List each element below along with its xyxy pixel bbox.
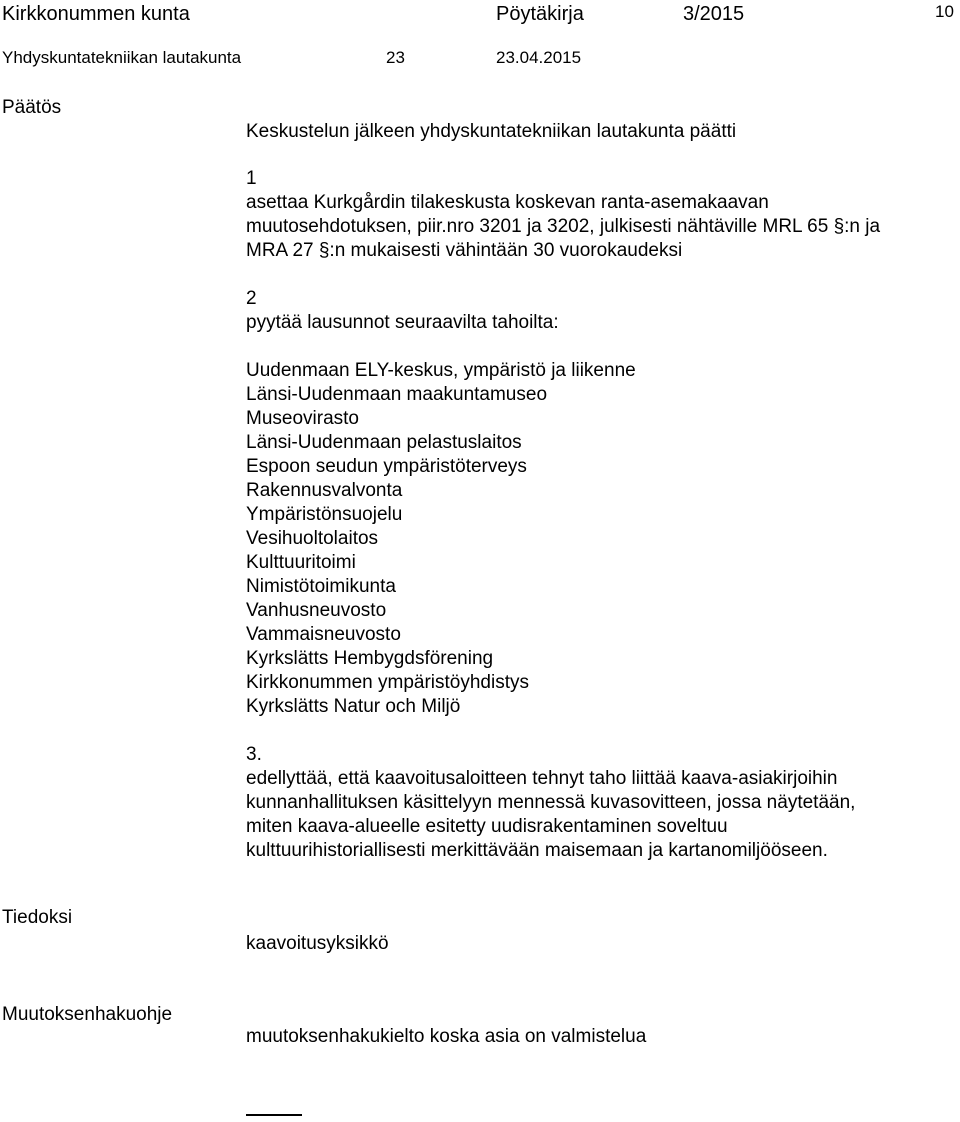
organization-item: Länsi-Uudenmaan pelastuslaitos (246, 432, 522, 453)
item-text-line: edellyttää, että kaavoitusaloitteen tehnyt taho liittää kaava-asiakirjoihin (246, 768, 838, 789)
document-number: 3/2015 (683, 3, 745, 25)
item-number: 1 (246, 168, 257, 189)
appeal-instructions-text: muutoksenhakukielto koska asia on valmistelua (246, 1026, 647, 1047)
organization-item: Nimistötoimikunta (246, 576, 396, 597)
item-text-line: muutosehdotuksen, piir.nro 3201 ja 3202, julkisesti nähtäville MRL 65 §:n ja (246, 216, 881, 237)
section-number: 23 (386, 48, 405, 67)
organization-item: Kyrkslätts Natur och Miljö (246, 696, 461, 717)
organization-item: Kyrkslätts Hembygdsförening (246, 648, 494, 669)
municipality-name: Kirkkonummen kunta (2, 3, 190, 25)
item-text-line: kunnanhallituksen käsittelyyn mennessä kuvasovitteen, jossa näytetään, (246, 792, 856, 813)
end-divider (246, 1114, 302, 1116)
item-text-line: MRA 27 §:n mukaisesti vähintään 30 vuorokaudeksi (246, 240, 683, 261)
organization-item: Vanhusneuvosto (246, 600, 387, 621)
item-text-line: pyytää lausunnot seuraavilta tahoilta: (246, 312, 559, 333)
organization-item: Rakennusvalvonta (246, 480, 403, 501)
decision-label: Päätös (2, 97, 62, 118)
organization-item: Länsi-Uudenmaan maakuntamuseo (246, 384, 548, 405)
appeal-instructions-label: Muutoksenhakuohje (2, 1004, 173, 1025)
board-name: Yhdyskuntatekniikan lautakunta (2, 48, 242, 67)
item-text-line: miten kaava-alueelle esitetty uudisrakentaminen soveltuu (246, 816, 728, 837)
organization-item: Vammaisneuvosto (246, 624, 401, 645)
decision-intro-text: Keskustelun jälkeen yhdyskuntatekniikan lautakunta päätti (246, 121, 737, 142)
organization-item: Espoon seudun ympäristöterveys (246, 456, 527, 477)
organization-item: Museovirasto (246, 408, 359, 429)
decision-item-1 (246, 167, 946, 263)
tiedoksi-label: Tiedoksi (2, 907, 73, 928)
organization-item: Kulttuuritoimi (246, 552, 356, 573)
item-text-line: asettaa Kurkgårdin tilakeskusta koskevan ranta-asemakaavan (246, 192, 769, 213)
tiedoksi-recipient: kaavoitusyksikkö (246, 933, 389, 954)
item-number: 2 (246, 288, 257, 309)
organization-item: Vesihuoltolaitos (246, 528, 379, 549)
organization-list (246, 359, 946, 719)
decision-item-3 (246, 743, 946, 863)
page-number: 10 (935, 2, 954, 21)
document-type: Pöytäkirja (496, 3, 584, 25)
organization-item: Kirkkonummen ympäristöyhdistys (246, 672, 529, 693)
organization-item: Ympäristönsuojelu (246, 504, 403, 525)
item-text-line: kulttuurihistoriallisesti merkittävään maisemaan ja kartanomiljööseen. (246, 840, 828, 861)
meeting-date: 23.04.2015 (496, 48, 582, 67)
item-number: 3. (246, 744, 262, 765)
decision-intro (246, 120, 946, 144)
organization-item: Uudenmaan ELY-keskus, ympäristö ja liikenne (246, 360, 636, 381)
decision-item-2 (246, 287, 946, 335)
